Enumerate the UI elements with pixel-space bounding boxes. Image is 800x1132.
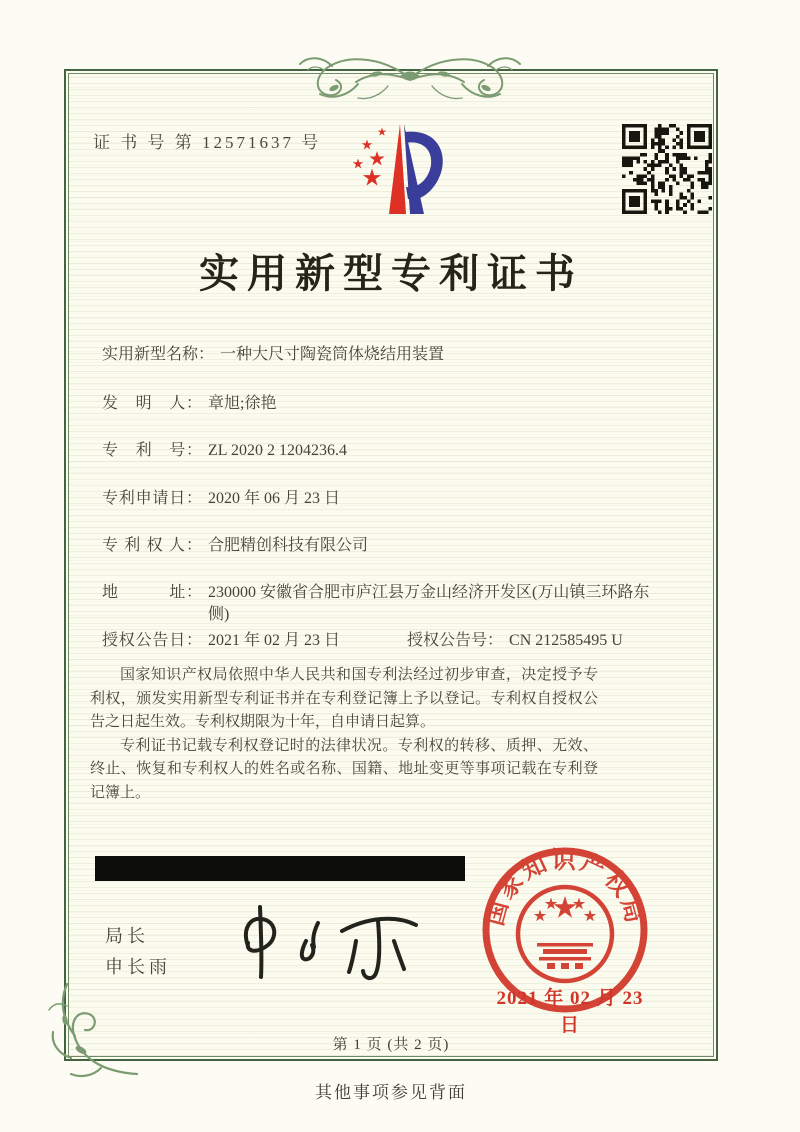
grant-date-pair <box>102 630 340 652</box>
field-value: 章旭;徐艳 <box>208 395 277 412</box>
certificate-title: 实用新型专利证书 <box>199 251 583 296</box>
redaction-bar <box>95 856 465 881</box>
field-label: 授权公告号： <box>407 632 504 649</box>
field-application-date <box>102 488 664 510</box>
field-inventors <box>102 393 664 415</box>
field-utility-model-name <box>102 344 664 366</box>
field-value: CN 212585495 U <box>509 632 623 649</box>
legal-text <box>90 664 598 805</box>
field-label: 专利申请日： <box>102 490 202 507</box>
field-value: 2021 年 02 月 23 日 <box>208 632 341 649</box>
field-label: 发 明 人： <box>102 395 202 412</box>
field-value: ZL 2020 2 1204236.4 <box>208 442 347 459</box>
field-value: 230000 安徽省合肥市庐江县万金山经济开发区(万山镇三环路东侧) <box>208 584 650 623</box>
field-value: 合肥精创科技有限公司 <box>208 537 369 554</box>
field-value: 一种大尺寸陶瓷筒体烧结用装置 <box>220 346 445 363</box>
seal-agency-text: 国家知识产权局 <box>482 848 648 929</box>
field-label: 专 利 号： <box>102 442 202 459</box>
field-value: 2020 年 06 月 23 日 <box>208 490 341 507</box>
field-label: 地 址： <box>102 584 202 601</box>
seal-date: 2021 年 02 月 23 日 <box>496 988 644 1036</box>
national-emblem-icon <box>518 887 612 981</box>
page-indicator: 第 1 页 (共 2 页) <box>332 1037 450 1053</box>
officer-title: 局长 <box>105 926 149 946</box>
top-border-ornament-icon <box>288 44 532 108</box>
grant-number-pair <box>407 630 623 652</box>
certificate-number: 证 书 号 第 12571637 号 <box>93 133 322 152</box>
legal-paragraph: 国家知识产权局依照中华人民共和国专利法经过初步审查，决定授予专利权，颁发实用新型专利证书并在专利登记簿上予以登记。专利权自授权公告之日起生效。专利权期限为十年，自申请日起算。 <box>90 667 598 730</box>
field-label: 专 利 权 人： <box>102 537 202 554</box>
bottom-left-corner-ornament-icon <box>41 976 145 1084</box>
qr-code <box>622 124 712 214</box>
handwritten-signature-icon <box>228 901 428 987</box>
field-label: 实用新型名称： <box>102 346 215 363</box>
field-grant-announcement <box>102 630 664 652</box>
field-patent-number <box>102 440 664 462</box>
back-note: 其他事项参见背面 <box>315 1083 467 1102</box>
cnipa-patent-logo-icon <box>344 120 452 218</box>
field-address <box>102 582 664 626</box>
field-patentee <box>102 535 664 557</box>
officer-name: 申长雨 <box>105 957 171 977</box>
field-label: 授权公告日： <box>102 632 202 649</box>
legal-paragraph: 专利证书记载专利权登记时的法律状况。专利权的转移、质押、无效、终止、恢复和专利权人的姓名或名称、国籍、地址变更等事项记载在专利登记簿上。 <box>90 737 598 801</box>
